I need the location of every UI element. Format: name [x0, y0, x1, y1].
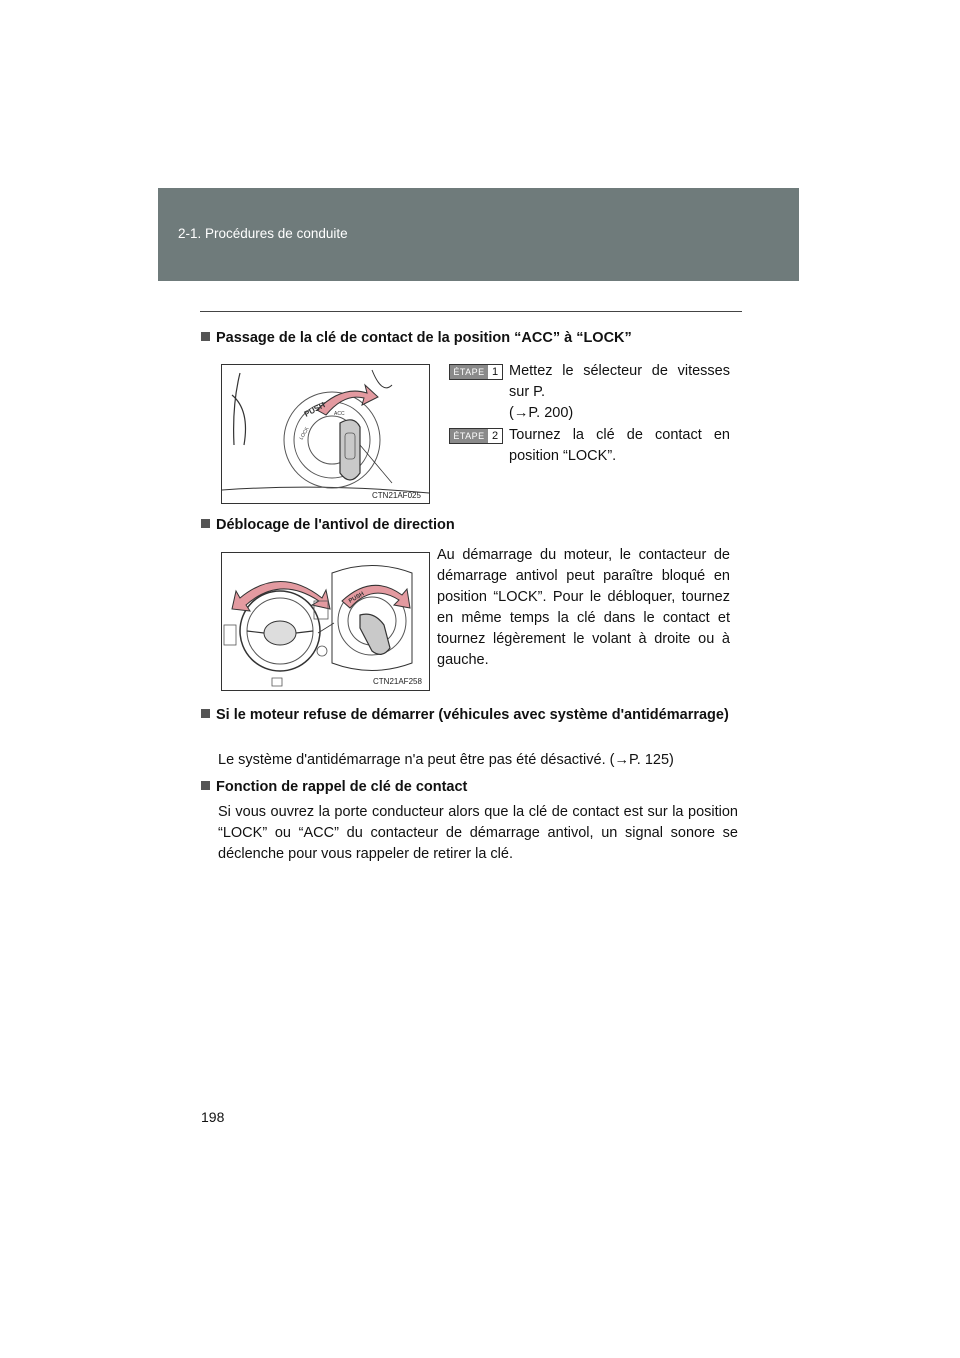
step-badge-label: ÉTAPE	[450, 429, 488, 443]
step-badge-number: 1	[488, 365, 502, 379]
bullet-square-icon	[201, 781, 210, 790]
figure-code-1: CTN21AF025	[372, 491, 421, 500]
section-heading-text: Si le moteur refuse de démarrer (véhicules avec système d'antidémarrage)	[216, 707, 729, 723]
section-heading-text: Déblocage de l'antivol de direction	[216, 517, 455, 533]
step-1-line-3: (→P. 200)	[509, 405, 574, 421]
section-heading-steering-lock	[201, 517, 455, 533]
step-1-line-1: Mettez le sélecteur de vitesses	[509, 363, 730, 379]
bullet-square-icon	[201, 332, 210, 341]
bullet-square-icon	[201, 519, 210, 528]
steering-lock-text: Au démarrage du moteur, le contacteur de démarrage antivol peut paraître bloqué en position “LOCK”. Pour le débloquer, tournez en même temps la clé dans le contact et tournez légèrement le volant à droite ou à gauche.	[437, 547, 730, 668]
step-1-text	[509, 361, 730, 424]
figure-ignition-lock	[221, 364, 430, 504]
section-heading-key-reminder	[201, 779, 467, 795]
step-2-line-2: position “LOCK”.	[509, 448, 617, 464]
ignition-illustration	[222, 365, 429, 503]
step-badge-number: 2	[488, 429, 502, 443]
push-label: PUSH	[302, 400, 327, 419]
bullet-square-icon	[201, 709, 210, 718]
step-badge-label: ÉTAPE	[450, 365, 488, 379]
chapter-title: 2-1. Procédures de conduite	[178, 226, 348, 241]
steering-illustration	[222, 553, 429, 690]
step-2-line-1: Tournez la clé de contact en	[509, 427, 730, 443]
lock-label: LOCK	[298, 426, 311, 441]
push-label-2: PUSH	[348, 591, 366, 605]
acc-label: ACC	[334, 411, 345, 417]
section-heading-text: Fonction de rappel de clé de contact	[216, 779, 468, 795]
step-badge-1	[449, 364, 503, 380]
top-rule	[200, 311, 742, 312]
section-heading-immobiliser	[201, 705, 733, 726]
step-2-text	[509, 425, 730, 467]
section-heading-text: Passage de la clé de contact de la position “ACC” à “LOCK”	[216, 330, 632, 346]
immobiliser-text: Le système d'antidémarrage n'a peut être pas été désactivé. (→P. 125)	[218, 752, 674, 768]
figure-code-2: CTN21AF258	[373, 677, 422, 686]
figure-steering-unlock	[221, 552, 430, 691]
step-1-line-2: sur P.	[509, 384, 546, 400]
key-reminder-text: Si vous ouvrez la porte conducteur alors que la clé de contact est sur la position “LOCK” ou “ACC” du contacteur de démarrage antivol, un signal sonore se déclenche pour vous rappeler de retirer la clé.	[218, 804, 738, 862]
step-badge-2	[449, 428, 503, 444]
section-heading-acc-lock	[201, 330, 632, 346]
chapter-header	[158, 188, 799, 281]
page-number: 198	[201, 1109, 225, 1125]
